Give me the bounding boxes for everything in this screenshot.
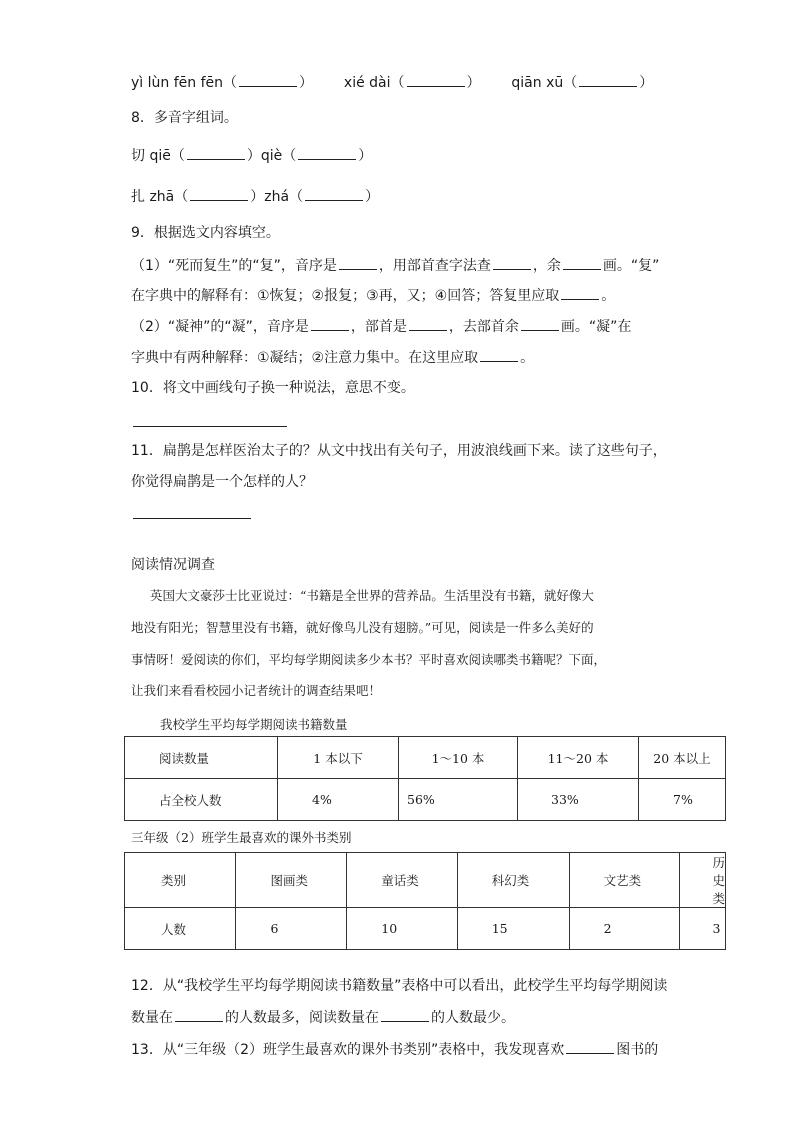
question-9-part-1 <box>131 255 659 276</box>
table-header-row <box>125 737 726 779</box>
answer-line[interactable] <box>133 518 251 519</box>
table-caption: 我校学生平均每学期阅读书籍数量 <box>160 717 348 732</box>
passage-line: 地没有阳光；智慧里没有书籍，就好像鸟儿没有翅膀。”可见，阅读是一件多么美好的 <box>131 620 594 635</box>
answer-blank[interactable] <box>311 316 349 331</box>
question-text: ，用部首查字法查 <box>378 258 491 274</box>
answer-blank[interactable] <box>175 1007 223 1022</box>
answer-line[interactable] <box>133 426 287 427</box>
section-title: 阅读情况调查 <box>131 557 215 573</box>
table-cell: 56% <box>399 779 518 821</box>
table-caption: 三年级（2）班学生最喜欢的课外书类别 <box>131 830 352 845</box>
polyphone-row: 切 qiē（ ）qiè（ ） <box>131 145 372 166</box>
book-category-table <box>124 852 726 950</box>
question-12-line-1: 12．从“我校学生平均每学期阅读书籍数量”表格中可以看出，此校学生平均每学期阅读 <box>131 978 668 994</box>
table-cell: 10 <box>347 908 457 950</box>
question-text: ，余 <box>532 258 561 274</box>
pinyin-item: qiān xū <box>511 75 564 91</box>
question-text: 数量在 <box>131 1010 173 1026</box>
table-cell: 4% <box>278 779 399 821</box>
question-text: 画。“凝”在 <box>560 319 632 335</box>
answer-blank[interactable] <box>305 186 363 201</box>
question-text: 在字典中的解释有：①恢复；②报复；③再，又；④回答；答复里应取 <box>131 288 560 304</box>
passage-line: 事情呀！爱阅读的你们，平均每学期阅读多少本书？平时喜欢阅读哪类书籍呢？下面， <box>131 652 607 667</box>
pinyin-row: yì lùn fēn fēn（ ） xié dài（ ） qiān xū（ ） <box>131 72 653 93</box>
passage-line: 英国大文豪莎士比亚说过：“书籍是全世界的营养品。生活里没有书籍，就好像大 <box>150 588 594 603</box>
question-text: 。 <box>601 288 616 304</box>
answer-blank[interactable] <box>521 316 559 331</box>
pinyin-item: xié dài <box>343 75 391 91</box>
question-12-line-2 <box>131 1007 515 1028</box>
question-text: 画。“复” <box>602 258 660 274</box>
polyphone-row: 扎 zhā（ ）zhá（ ） <box>131 186 379 207</box>
question-9-part-2 <box>131 316 631 337</box>
table-row <box>125 779 726 821</box>
table-cell: 33% <box>518 779 639 821</box>
pinyin-item: yì lùn fēn fēn <box>131 75 223 91</box>
table-header-cell: 文艺类 <box>569 853 680 908</box>
table-row <box>125 908 726 950</box>
answer-blank[interactable] <box>566 1039 614 1054</box>
question-text: （2）“凝神”的“凝”，音序是 <box>131 319 309 335</box>
table-header-cell: 图画类 <box>236 853 347 908</box>
answer-blank[interactable] <box>480 347 518 362</box>
answer-blank[interactable] <box>187 145 245 160</box>
answer-blank[interactable] <box>407 72 465 87</box>
table-header-cell: 1 本以下 <box>278 737 399 779</box>
table-header-cell: 童话类 <box>347 853 457 908</box>
answer-blank[interactable] <box>579 72 637 87</box>
answer-blank[interactable] <box>563 255 601 270</box>
question-text: ，部首是 <box>350 319 407 335</box>
table-header-cell: 20 本以上 <box>639 737 726 779</box>
question-13-line-1 <box>131 1039 658 1060</box>
table-header-cell: 1～10 本 <box>399 737 518 779</box>
question-9-title: 9．根据选文内容填空。 <box>131 225 280 241</box>
pinyin-reading: zhá <box>264 189 290 205</box>
answer-blank[interactable] <box>381 1007 429 1022</box>
reading-amount-table <box>124 736 726 821</box>
answer-blank[interactable] <box>409 316 447 331</box>
answer-blank[interactable] <box>239 72 297 87</box>
pinyin-reading: zhā <box>149 189 175 205</box>
question-text: （1）“死而复生”的“复”，音序是 <box>131 258 337 274</box>
table-header-row <box>125 853 726 908</box>
question-text: 的人数最多，阅读数量在 <box>225 1010 379 1026</box>
answer-blank[interactable] <box>561 285 599 300</box>
pinyin-reading: qiè <box>260 148 283 164</box>
question-9-part-1-cont <box>131 285 615 306</box>
question-8-title: 8．多音字组词。 <box>131 110 238 126</box>
polyphone-char: 扎 <box>131 189 145 205</box>
table-cell: 占全校人数 <box>125 779 278 821</box>
polyphone-char: 切 <box>131 148 145 164</box>
question-10-title: 10．将文中画线句子换一种说法，意思不变。 <box>131 380 415 396</box>
table-cell: 3 <box>680 908 726 950</box>
table-cell: 15 <box>457 908 569 950</box>
table-cell: 人数 <box>125 908 236 950</box>
answer-blank[interactable] <box>298 145 356 160</box>
question-11-line-2: 你觉得扁鹊是一个怎样的人？ <box>131 474 313 490</box>
question-text: 13．从“三年级（2）班学生最喜欢的课外书类别”表格中，我发现喜欢 <box>131 1042 565 1058</box>
answer-blank[interactable] <box>339 255 377 270</box>
question-text: 。 <box>520 350 535 366</box>
question-text: 图书的 <box>616 1042 659 1058</box>
question-9-part-2-cont <box>131 347 534 368</box>
table-header-cell: 类别 <box>125 853 236 908</box>
table-header-cell: 阅读数量 <box>125 737 278 779</box>
question-text: 字典中有两种解释：①凝结；②注意力集中。在这里应取 <box>131 350 479 366</box>
table-header-cell: 11～20 本 <box>518 737 639 779</box>
question-text: 的人数最少。 <box>431 1010 515 1026</box>
table-header-cell: 科幻类 <box>457 853 569 908</box>
passage-line: 让我们来看看校园小记者统计的调查结果吧！ <box>131 683 382 698</box>
question-11-line-1: 11．扁鹊是怎样医治太子的？从文中找出有关句子，用波浪线画下来。读了这些句子， <box>131 443 667 459</box>
answer-blank[interactable] <box>190 186 248 201</box>
table-header-cell: 历史类 <box>680 853 726 908</box>
table-cell: 7% <box>639 779 726 821</box>
answer-blank[interactable] <box>493 255 531 270</box>
table-cell: 6 <box>236 908 347 950</box>
table-cell: 2 <box>569 908 680 950</box>
pinyin-reading: qiē <box>149 148 171 164</box>
question-text: ，去部首余 <box>448 319 519 335</box>
